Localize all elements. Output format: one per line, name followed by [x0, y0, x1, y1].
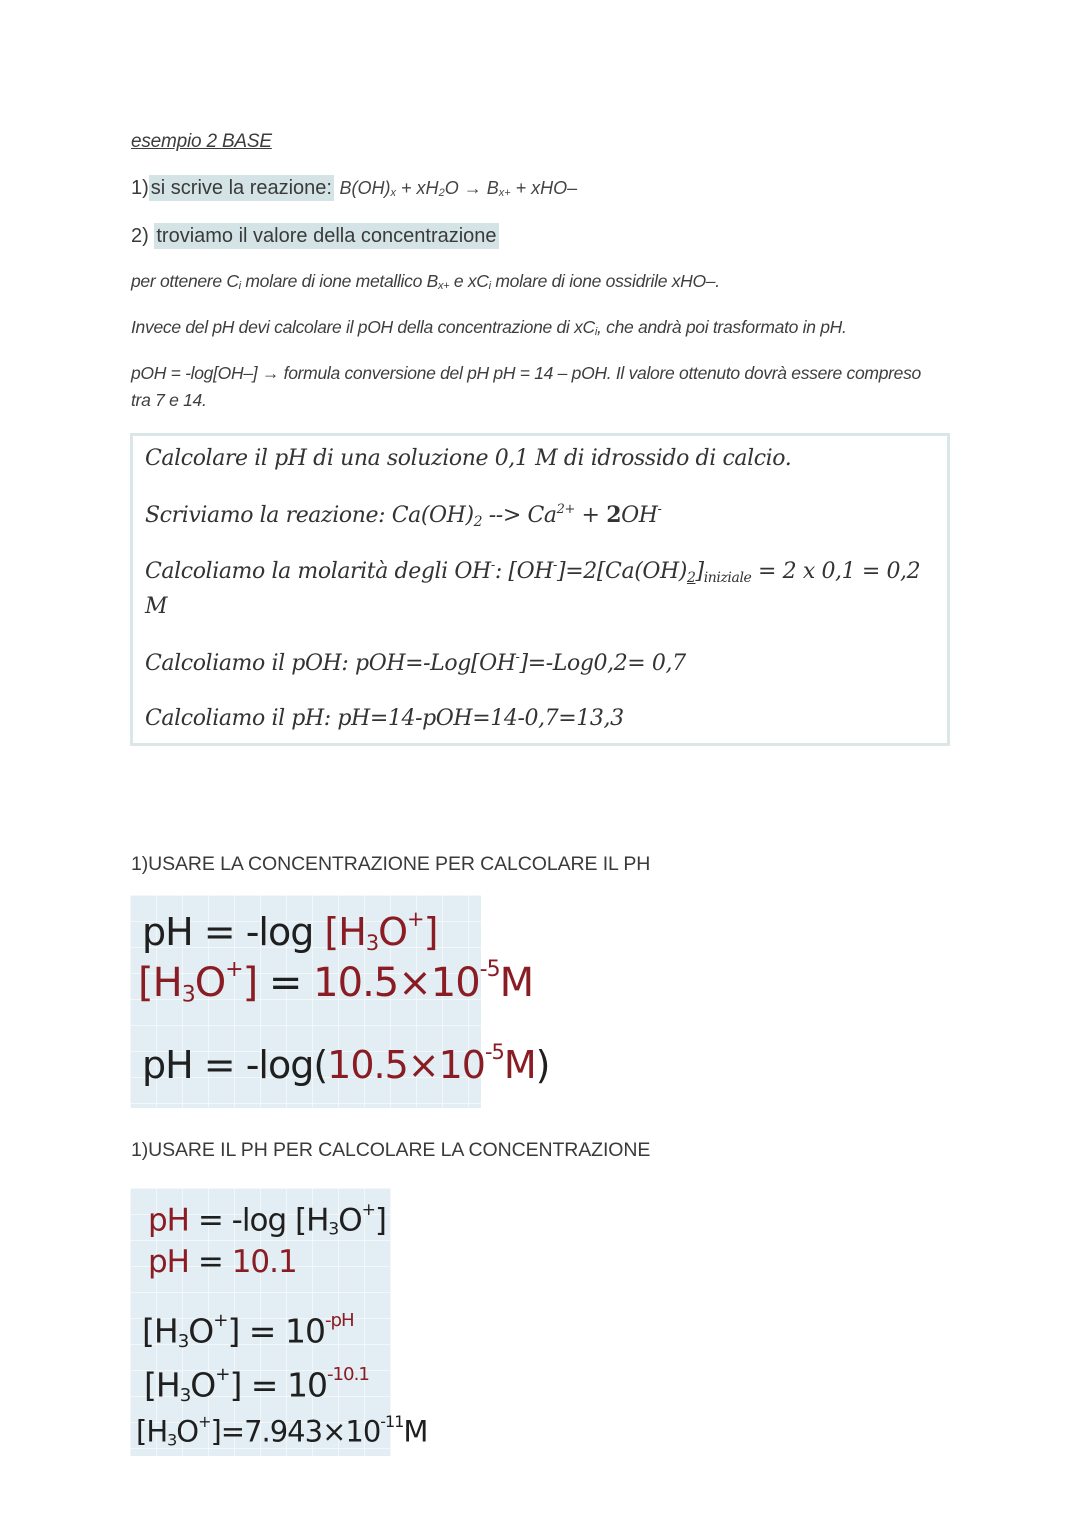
handwritten-notes-image-2: [130, 1188, 428, 1456]
step-1-highlight: si scrive la reazione:: [150, 177, 332, 199]
step-2-number: 2): [131, 225, 149, 247]
paragraph-conversion: pOH = -log[OH–] → formula conversione del pH pH = 14 – pOH. Il valore ottenuto dovrà essere compreso tra 7 e 14.: [131, 363, 921, 410]
example-ph: Calcoliamo il pH: pH=14-pOH=14-0,7=13,3: [145, 706, 624, 731]
example-box: [130, 433, 950, 746]
notes-line-power-ph: $[H_3O^+] = 10^{-pH}$: [142, 1310, 354, 1352]
step-1-number: 1): [131, 177, 149, 199]
example-reaction: Scriviamo la reazione: $Ca(OH)_2$ --> $Ca^{2+} + 2OH^-$: [145, 502, 662, 530]
paragraph-poh: Invece del pH devi calcolare il pOH della concentrazione di $xC_i$, che andrà poi trasformato in pH.: [131, 317, 847, 338]
example-molarity-unit: M: [145, 594, 168, 619]
section-heading-concentration-to-ph: 1)USARE LA CONCENTRAZIONE PER CALCOLARE IL PH: [131, 853, 651, 875]
example-question: Calcolare il pH di una soluzione 0,1 M di idrossido di calcio.: [145, 446, 792, 471]
notes-line-concentration: $[H_3O^+] = 10.5\times 10^{-5}M$: [138, 957, 534, 1008]
step-2-highlight: troviamo il valore della concentrazione: [156, 225, 497, 247]
notes-line-ph-formula: pH = -log $[H_3O^+]$: [148, 1200, 387, 1240]
paragraph-ions: per ottenere $C_i$ molare di ione metallico $B_{x+}$ e $xC_i$ molare di ione ossidrile xHO–.: [131, 271, 720, 292]
step-2: [131, 225, 499, 248]
notes-line-power-value: $[H_3O^+] = 10^{-10.1}$: [144, 1364, 369, 1406]
example-poh: Calcoliamo il pOH: pOH=-Log[OH-]=-Log0,2= 0,7: [145, 650, 686, 676]
step-1: [131, 177, 577, 200]
section-heading-ph-to-concentration: 1)USARE IL PH PER CALCOLARE LA CONCENTRAZIONE: [131, 1139, 651, 1161]
notes-line-ph-calc: pH = $-\log(10.5\times 10^{-5}M)$: [142, 1040, 550, 1087]
example-molarity: Calcoliamo la molarità degli OH-: $[OH^-]=2[Ca(OH)_2]_{iniziale} = 2$ x 0,1 = 0,2: [145, 558, 921, 586]
handwritten-notes-image-1: [130, 895, 550, 1108]
notes-line-result: $[H_3O^+]=7.943\times 10^{-11}M$: [136, 1412, 428, 1450]
reaction-formula: $B(OH)_x + xH_2O \to B_{x+} + xHO-$: [339, 178, 578, 199]
notes-line-ph-value: pH = 10.1: [148, 1244, 297, 1280]
example-title: esempio 2 BASE: [131, 131, 272, 152]
notes-line-ph-formula: pH = -log $[H_3O^+]$: [142, 907, 438, 956]
